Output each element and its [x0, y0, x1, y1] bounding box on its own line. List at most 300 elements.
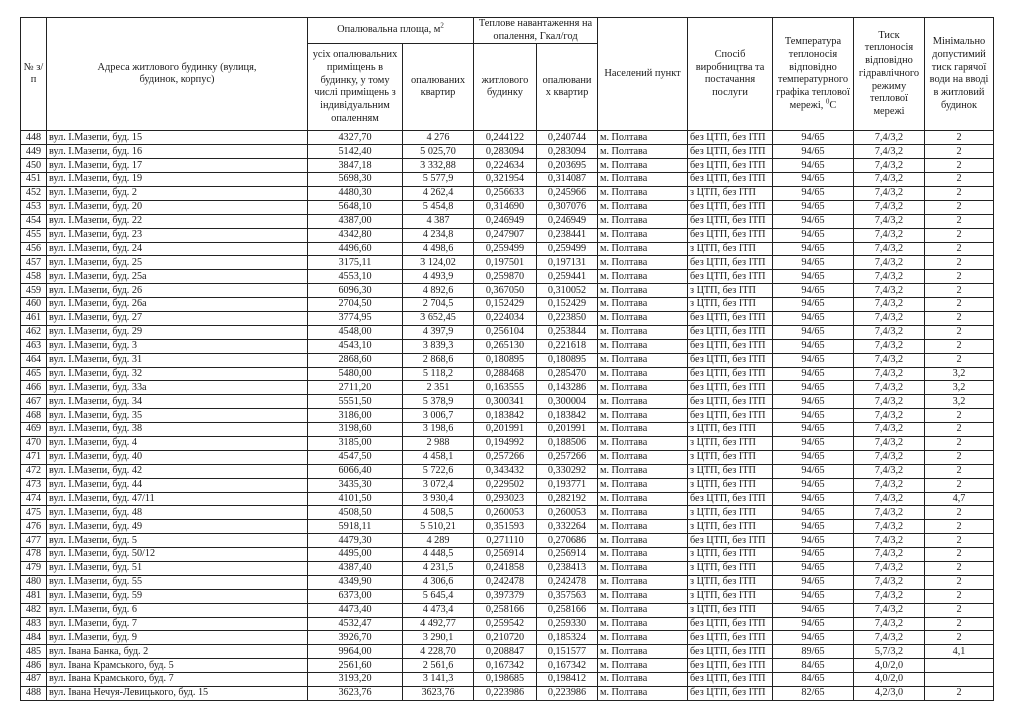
cell-load-apartments: 0,201991: [537, 423, 598, 437]
cell-load-house: 0,197501: [474, 256, 537, 270]
cell-settlement: м. Полтава: [598, 548, 688, 562]
cell-num: 478: [21, 548, 47, 562]
cell-num: 484: [21, 631, 47, 645]
table-row: [21, 256, 994, 270]
cell-load-house: 0,314690: [474, 200, 537, 214]
cell-load-apartments: 0,285470: [537, 367, 598, 381]
cell-num: 471: [21, 450, 47, 464]
cell-method: з ЦТП, без ІТП: [688, 284, 773, 298]
cell-pressure: 7,4/3,2: [854, 575, 925, 589]
cell-address: вул. І.Мазепи, буд. 19: [47, 173, 308, 187]
cell-load-apartments: 0,185324: [537, 631, 598, 645]
cell-area-all: 2704,50: [308, 298, 403, 312]
cell-load-house: 0,224634: [474, 159, 537, 173]
header-area-group: Опалювальна площа, $м^2$: [308, 18, 474, 44]
cell-area-apartments: 2 704,5: [403, 298, 474, 312]
cell-temperature: 94/65: [773, 284, 854, 298]
cell-min-pressure: 2: [925, 173, 994, 187]
cell-pressure: 7,4/3,2: [854, 492, 925, 506]
cell-address: вул. І.Мазепи, буд. 29: [47, 325, 308, 339]
cell-address: вул. І.Мазепи, буд. 33а: [47, 381, 308, 395]
cell-area-all: 3186,00: [308, 409, 403, 423]
cell-min-pressure: 4,7: [925, 492, 994, 506]
cell-settlement: м. Полтава: [598, 325, 688, 339]
cell-load-apartments: 0,180895: [537, 353, 598, 367]
table-row: [21, 325, 994, 339]
cell-temperature: 94/65: [773, 631, 854, 645]
cell-settlement: м. Полтава: [598, 673, 688, 687]
cell-load-apartments: 0,300004: [537, 395, 598, 409]
cell-min-pressure: 2: [925, 242, 994, 256]
cell-load-house: 0,271110: [474, 534, 537, 548]
cell-load-house: 0,163555: [474, 381, 537, 395]
cell-area-apartments: 2 988: [403, 436, 474, 450]
cell-method: без ЦТП, без ІТП: [688, 200, 773, 214]
cell-min-pressure: 2: [925, 145, 994, 159]
cell-load-house: 0,259870: [474, 270, 537, 284]
cell-load-apartments: 0,198412: [537, 673, 598, 687]
cell-address: вул. І.Мазепи, буд. 6: [47, 603, 308, 617]
cell-min-pressure: 2: [925, 561, 994, 575]
cell-num: 488: [21, 687, 47, 701]
cell-temperature: 94/65: [773, 311, 854, 325]
cell-load-house: 0,152429: [474, 298, 537, 312]
cell-method: без ЦТП, без ІТП: [688, 492, 773, 506]
cell-area-apartments: 3 652,45: [403, 311, 474, 325]
cell-load-apartments: 0,240744: [537, 131, 598, 145]
cell-min-pressure: 2: [925, 534, 994, 548]
cell-address: вул. І.Мазепи, буд. 20: [47, 200, 308, 214]
cell-temperature: 94/65: [773, 256, 854, 270]
cell-temperature: 94/65: [773, 603, 854, 617]
cell-num: 486: [21, 659, 47, 673]
cell-min-pressure: 4,1: [925, 645, 994, 659]
cell-method: без ЦТП, без ІТП: [688, 325, 773, 339]
cell-settlement: м. Полтава: [598, 561, 688, 575]
cell-area-all: 6373,00: [308, 589, 403, 603]
cell-load-apartments: 0,357563: [537, 589, 598, 603]
cell-num: 454: [21, 214, 47, 228]
cell-temperature: 94/65: [773, 506, 854, 520]
cell-temperature: 94/65: [773, 436, 854, 450]
cell-pressure: 7,4/3,2: [854, 311, 925, 325]
cell-load-apartments: 0,242478: [537, 575, 598, 589]
cell-area-apartments: 3 124,02: [403, 256, 474, 270]
cell-address: вул. І.Мазепи, буд. 9: [47, 631, 308, 645]
cell-pressure: 7,4/3,2: [854, 506, 925, 520]
cell-address: вул. І.Мазепи, буд. 59: [47, 589, 308, 603]
cell-settlement: м. Полтава: [598, 534, 688, 548]
cell-load-house: 0,367050: [474, 284, 537, 298]
cell-settlement: м. Полтава: [598, 589, 688, 603]
cell-min-pressure: 2: [925, 464, 994, 478]
cell-settlement: м. Полтава: [598, 631, 688, 645]
cell-load-apartments: 0,238413: [537, 561, 598, 575]
table-row: [21, 617, 994, 631]
cell-address: вул. І.Мазепи, буд. 4: [47, 436, 308, 450]
cell-temperature: 94/65: [773, 173, 854, 187]
cell-num: 466: [21, 381, 47, 395]
cell-load-house: 0,208847: [474, 645, 537, 659]
cell-address: вул. І.Мазепи, буд. 3: [47, 339, 308, 353]
table-row: [21, 270, 994, 284]
cell-temperature: 94/65: [773, 186, 854, 200]
cell-address: вул. І.Мазепи, буд. 48: [47, 506, 308, 520]
cell-load-house: 0,321954: [474, 173, 537, 187]
cell-pressure: 7,4/3,2: [854, 353, 925, 367]
cell-temperature: 94/65: [773, 589, 854, 603]
table-row: [21, 173, 994, 187]
cell-method: без ЦТП, без ІТП: [688, 645, 773, 659]
cell-pressure: 7,4/3,2: [854, 520, 925, 534]
cell-min-pressure: 2: [925, 436, 994, 450]
cell-min-pressure: 2: [925, 617, 994, 631]
cell-pressure: 7,4/3,2: [854, 561, 925, 575]
cell-load-house: 0,247907: [474, 228, 537, 242]
cell-address: вул. І.Мазепи, буд. 42: [47, 464, 308, 478]
cell-address: вул. І.Мазепи, буд. 34: [47, 395, 308, 409]
cell-load-house: 0,258166: [474, 603, 537, 617]
cell-temperature: 94/65: [773, 395, 854, 409]
cell-area-apartments: 4 276: [403, 131, 474, 145]
cell-pressure: 7,4/3,2: [854, 409, 925, 423]
cell-num: 469: [21, 423, 47, 437]
cell-area-apartments: 4 473,4: [403, 603, 474, 617]
cell-load-house: 0,265130: [474, 339, 537, 353]
cell-area-all: 4349,90: [308, 575, 403, 589]
cell-settlement: м. Полтава: [598, 339, 688, 353]
cell-load-apartments: 0,152429: [537, 298, 598, 312]
cell-temperature: 94/65: [773, 450, 854, 464]
cell-num: 455: [21, 228, 47, 242]
header-settlement: Населений пункт: [598, 18, 688, 131]
cell-temperature: 94/65: [773, 228, 854, 242]
cell-address: вул. І.Мазепи, буд. 47/11: [47, 492, 308, 506]
cell-min-pressure: 2: [925, 631, 994, 645]
cell-settlement: м. Полтава: [598, 159, 688, 173]
cell-pressure: 7,4/3,2: [854, 145, 925, 159]
cell-pressure: 7,4/3,2: [854, 214, 925, 228]
cell-load-apartments: 0,332264: [537, 520, 598, 534]
cell-method: з ЦТП, без ІТП: [688, 242, 773, 256]
cell-temperature: 94/65: [773, 534, 854, 548]
cell-area-apartments: 2 351: [403, 381, 474, 395]
cell-address: вул. І.Мазепи, буд. 50/12: [47, 548, 308, 562]
cell-settlement: м. Полтава: [598, 173, 688, 187]
cell-load-house: 0,180895: [474, 353, 537, 367]
cell-address: вул. І.Мазепи, буд. 25: [47, 256, 308, 270]
cell-num: 483: [21, 617, 47, 631]
table-header: [21, 18, 994, 131]
cell-pressure: 7,4/3,2: [854, 631, 925, 645]
cell-pressure: 7,4/3,2: [854, 534, 925, 548]
cell-settlement: м. Полтава: [598, 645, 688, 659]
cell-area-apartments: 4 289: [403, 534, 474, 548]
cell-method: без ЦТП, без ІТП: [688, 395, 773, 409]
heating-data-table: [20, 17, 994, 701]
cell-method: без ЦТП, без ІТП: [688, 159, 773, 173]
cell-method: з ЦТП, без ІТП: [688, 506, 773, 520]
table-row: [21, 548, 994, 562]
cell-address: вул. Івана Нечуя-Левицького, буд. 15: [47, 687, 308, 701]
table-row: [21, 353, 994, 367]
cell-load-house: 0,223986: [474, 687, 537, 701]
cell-load-apartments: 0,253844: [537, 325, 598, 339]
cell-area-apartments: 2 561,6: [403, 659, 474, 673]
table-row: [21, 492, 994, 506]
cell-settlement: м. Полтава: [598, 284, 688, 298]
cell-temperature: 94/65: [773, 617, 854, 631]
cell-min-pressure: 2: [925, 131, 994, 145]
header-load-group: Теплове навантаження на опалення, Гкал/год: [474, 18, 598, 44]
cell-num: 458: [21, 270, 47, 284]
cell-num: 470: [21, 436, 47, 450]
table-row: [21, 659, 994, 673]
cell-load-apartments: 0,151577: [537, 645, 598, 659]
cell-area-apartments: 3 290,1: [403, 631, 474, 645]
cell-num: 487: [21, 673, 47, 687]
cell-min-pressure: 2: [925, 298, 994, 312]
cell-min-pressure: 2: [925, 311, 994, 325]
table-row: [21, 159, 994, 173]
cell-load-house: 0,283094: [474, 145, 537, 159]
cell-temperature: 84/65: [773, 673, 854, 687]
cell-area-all: 4508,50: [308, 506, 403, 520]
cell-num: 473: [21, 478, 47, 492]
cell-temperature: 94/65: [773, 298, 854, 312]
cell-area-all: 4473,40: [308, 603, 403, 617]
cell-settlement: м. Полтава: [598, 617, 688, 631]
cell-num: 453: [21, 200, 47, 214]
cell-min-pressure: 2: [925, 186, 994, 200]
cell-load-apartments: 0,270686: [537, 534, 598, 548]
cell-area-all: 2711,20: [308, 381, 403, 395]
cell-load-apartments: 0,283094: [537, 145, 598, 159]
cell-min-pressure: 2: [925, 339, 994, 353]
cell-min-pressure: 2: [925, 423, 994, 437]
table-row: [21, 534, 994, 548]
cell-area-apartments: 2 868,6: [403, 353, 474, 367]
cell-pressure: 7,4/3,2: [854, 270, 925, 284]
cell-num: 457: [21, 256, 47, 270]
cell-area-apartments: 3623,76: [403, 687, 474, 701]
cell-num: 452: [21, 186, 47, 200]
cell-area-all: 3435,30: [308, 478, 403, 492]
cell-min-pressure: 2: [925, 200, 994, 214]
table-row: [21, 284, 994, 298]
cell-method: без ЦТП, без ІТП: [688, 617, 773, 631]
cell-min-pressure: 2: [925, 450, 994, 464]
cell-settlement: м. Полтава: [598, 145, 688, 159]
cell-temperature: 94/65: [773, 464, 854, 478]
cell-load-house: 0,194992: [474, 436, 537, 450]
cell-area-apartments: 4 234,8: [403, 228, 474, 242]
cell-num: 462: [21, 325, 47, 339]
cell-pressure: 7,4/3,2: [854, 478, 925, 492]
cell-address: вул. І.Мазепи, буд. 49: [47, 520, 308, 534]
table-row: [21, 478, 994, 492]
cell-num: 479: [21, 561, 47, 575]
cell-load-house: 0,229502: [474, 478, 537, 492]
cell-settlement: м. Полтава: [598, 659, 688, 673]
cell-min-pressure: 2: [925, 520, 994, 534]
cell-area-apartments: 5 722,6: [403, 464, 474, 478]
cell-area-all: 4480,30: [308, 186, 403, 200]
cell-load-apartments: 0,188506: [537, 436, 598, 450]
cell-method: без ЦТП, без ІТП: [688, 687, 773, 701]
cell-method: без ЦТП, без ІТП: [688, 631, 773, 645]
cell-pressure: 7,4/3,2: [854, 464, 925, 478]
cell-address: вул. І.Мазепи, буд. 32: [47, 367, 308, 381]
header-num: № з/п: [21, 18, 47, 131]
table-row: [21, 228, 994, 242]
cell-load-house: 0,224034: [474, 311, 537, 325]
cell-address: вул. І.Мазепи, буд. 16: [47, 145, 308, 159]
cell-min-pressure: 2: [925, 353, 994, 367]
cell-load-house: 0,242478: [474, 575, 537, 589]
cell-method: з ЦТП, без ІТП: [688, 603, 773, 617]
cell-load-house: 0,167342: [474, 659, 537, 673]
cell-address: вул. І.Мазепи, буд. 22: [47, 214, 308, 228]
cell-temperature: 94/65: [773, 270, 854, 284]
cell-settlement: м. Полтава: [598, 131, 688, 145]
cell-min-pressure: 2: [925, 603, 994, 617]
cell-load-house: 0,246949: [474, 214, 537, 228]
cell-settlement: м. Полтава: [598, 423, 688, 437]
cell-area-all: 4553,10: [308, 270, 403, 284]
table-row: [21, 367, 994, 381]
cell-area-all: 5918,11: [308, 520, 403, 534]
cell-load-apartments: 0,203695: [537, 159, 598, 173]
cell-area-all: 3623,76: [308, 687, 403, 701]
cell-min-pressure: 2: [925, 589, 994, 603]
table-row: [21, 200, 994, 214]
cell-method: з ЦТП, без ІТП: [688, 561, 773, 575]
cell-method: з ЦТП, без ІТП: [688, 548, 773, 562]
cell-num: 463: [21, 339, 47, 353]
cell-area-all: 3193,20: [308, 673, 403, 687]
cell-area-all: 4387,00: [308, 214, 403, 228]
cell-pressure: 7,4/3,2: [854, 242, 925, 256]
cell-method: без ЦТП, без ІТП: [688, 381, 773, 395]
table-row: [21, 311, 994, 325]
cell-min-pressure: 2: [925, 270, 994, 284]
table-row: [21, 464, 994, 478]
cell-address: вул. Івана Банка, буд. 2: [47, 645, 308, 659]
cell-address: вул. І.Мазепи, буд. 24: [47, 242, 308, 256]
cell-min-pressure: 2: [925, 228, 994, 242]
cell-load-apartments: 0,193771: [537, 478, 598, 492]
cell-address: вул. І.Мазепи, буд. 5: [47, 534, 308, 548]
table-row: [21, 575, 994, 589]
cell-area-all: 4548,00: [308, 325, 403, 339]
cell-address: вул. І.Мазепи, буд. 44: [47, 478, 308, 492]
cell-area-apartments: 4 892,6: [403, 284, 474, 298]
cell-method: без ЦТП, без ІТП: [688, 673, 773, 687]
cell-load-apartments: 0,246949: [537, 214, 598, 228]
table-row: [21, 145, 994, 159]
cell-min-pressure: 2: [925, 548, 994, 562]
cell-pressure: 7,4/3,2: [854, 603, 925, 617]
cell-load-house: 0,256914: [474, 548, 537, 562]
cell-address: вул. І.Мазепи, буд. 55: [47, 575, 308, 589]
cell-method: з ЦТП, без ІТП: [688, 464, 773, 478]
cell-load-house: 0,259542: [474, 617, 537, 631]
cell-area-apartments: 4 508,5: [403, 506, 474, 520]
cell-temperature: 94/65: [773, 423, 854, 437]
cell-temperature: 94/65: [773, 325, 854, 339]
cell-area-apartments: 3 332,88: [403, 159, 474, 173]
cell-area-apartments: 4 448,5: [403, 548, 474, 562]
cell-min-pressure: 2: [925, 256, 994, 270]
cell-address: вул. І.Мазепи, буд. 7: [47, 617, 308, 631]
cell-pressure: 7,4/3,2: [854, 298, 925, 312]
cell-method: з ЦТП, без ІТП: [688, 478, 773, 492]
cell-settlement: м. Полтава: [598, 214, 688, 228]
cell-area-apartments: 4 231,5: [403, 561, 474, 575]
cell-pressure: 7,4/3,2: [854, 423, 925, 437]
cell-temperature: 94/65: [773, 492, 854, 506]
cell-settlement: м. Полтава: [598, 395, 688, 409]
cell-area-apartments: 3 072,4: [403, 478, 474, 492]
cell-address: вул. І.Мазепи, буд. 40: [47, 450, 308, 464]
cell-load-apartments: 0,259499: [537, 242, 598, 256]
cell-min-pressure: [925, 673, 994, 687]
cell-address: вул. І.Мазепи, буд. 31: [47, 353, 308, 367]
cell-settlement: м. Полтава: [598, 242, 688, 256]
cell-area-apartments: 5 510,21: [403, 520, 474, 534]
cell-area-all: 3774,95: [308, 311, 403, 325]
header-address: Адреса житлового будинку (вулиця, будинок, корпус): [47, 18, 308, 131]
cell-min-pressure: 3,2: [925, 381, 994, 395]
cell-settlement: м. Полтава: [598, 409, 688, 423]
table-row: [21, 450, 994, 464]
cell-area-apartments: 5 025,70: [403, 145, 474, 159]
cell-load-house: 0,293023: [474, 492, 537, 506]
table-row: [21, 395, 994, 409]
table-row: [21, 436, 994, 450]
cell-settlement: м. Полтава: [598, 687, 688, 701]
cell-settlement: м. Полтава: [598, 492, 688, 506]
header-pressure: Тиск теплоносія відповідно гідравлічного режиму теплової мережі: [854, 18, 925, 131]
header-min-pressure: Мінімально допустимий тиск гарячої води на вводі в житловий будинок: [925, 18, 994, 131]
cell-min-pressure: 2: [925, 325, 994, 339]
cell-num: 448: [21, 131, 47, 145]
cell-load-apartments: 0,256914: [537, 548, 598, 562]
cell-settlement: м. Полтава: [598, 464, 688, 478]
cell-min-pressure: 2: [925, 159, 994, 173]
cell-area-apartments: 3 006,7: [403, 409, 474, 423]
table-row: [21, 339, 994, 353]
cell-load-house: 0,183842: [474, 409, 537, 423]
cell-method: з ЦТП, без ІТП: [688, 436, 773, 450]
cell-area-apartments: 5 577,9: [403, 173, 474, 187]
cell-area-all: 5698,30: [308, 173, 403, 187]
cell-min-pressure: 2: [925, 687, 994, 701]
table-body: [21, 131, 994, 701]
table-row: [21, 506, 994, 520]
cell-area-all: 4101,50: [308, 492, 403, 506]
table-row: [21, 631, 994, 645]
cell-settlement: м. Полтава: [598, 186, 688, 200]
cell-pressure: 7,4/3,2: [854, 548, 925, 562]
cell-area-all: 3198,60: [308, 423, 403, 437]
cell-address: вул. І.Мазепи, буд. 38: [47, 423, 308, 437]
cell-area-all: 5480,00: [308, 367, 403, 381]
document-page: [20, 17, 994, 701]
cell-area-all: 4532,47: [308, 617, 403, 631]
cell-load-house: 0,198685: [474, 673, 537, 687]
